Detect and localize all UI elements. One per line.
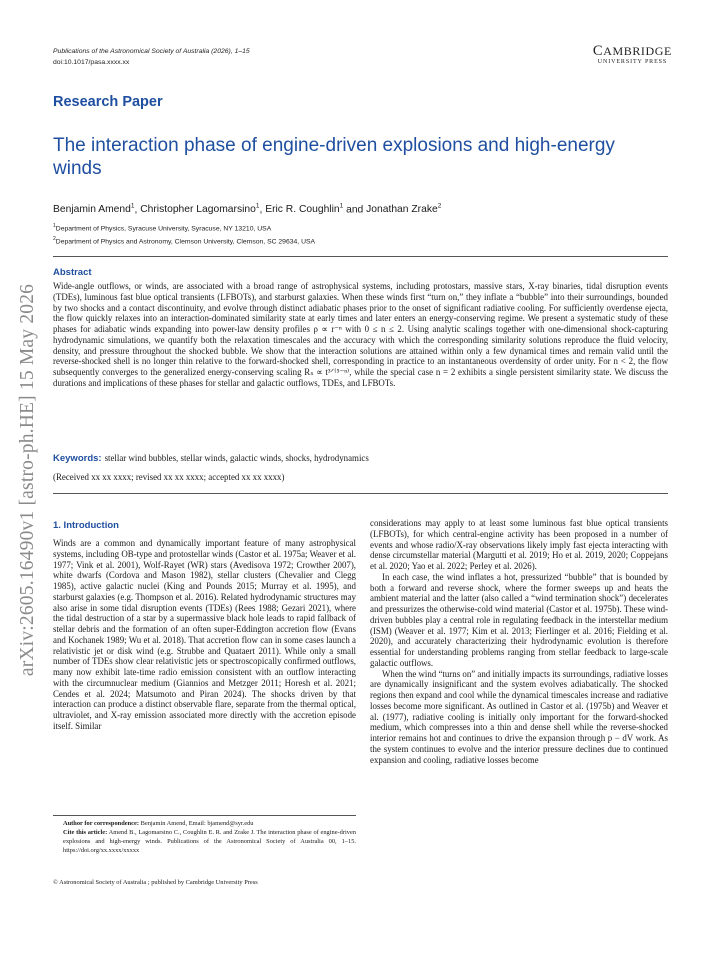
affiliation: $^1$Department of Physics, Syracuse University, Syracuse, NY 13210, USA [53,223,272,233]
cite-this: Cite this article: Amend B., Lagomarsino C., Coughlin E. R. and Zrake J. The interaction phase of engine-driven explosions and high-energy winds. Publications of the Astronomical Society of Australia 00, 1–15. https://doi.org/xx.xxxx/xxxxx [63,828,356,854]
correspondence: Author for correspondence: Benjamin Amend, Email: bjamend@syr.edu [63,820,254,827]
received-dates: (Received xx xx xxxx; revised xx xx xxxx; accepted xx xx xxxx) [53,472,285,482]
article-kind: Research Paper [53,94,163,110]
author: Eric R. Coughlin$^1$ [265,203,344,216]
section-heading: 1. Introduction [53,520,119,531]
author-list: Benjamin Amend$^1$, Christopher Lagomarsino$^1$, Eric R. Coughlin$^1$ and Jonathan Zrake$^2$ [53,203,442,216]
doi-line: doi:10.1017/pasa.xxxx.xx [53,59,130,66]
author: Benjamin Amend$^1$ [53,203,135,216]
author: Christopher Lagomarsino$^1$ [140,203,260,216]
paragraph: In each case, the wind inflates a hot, pressurized “bubble” that is bounded by both a forward and reverse shock, where the former sweeps up and heats the ambient material and the latter (also called a “wind termination shock”) decelerates and pressurizes the otherwise-cold wind material (Castor et al. 1975b). These wind-driven bubbles play a central role in regulating feedback in the interstellar medium (ISM) (Weaver et al. 1977; Kim et al. 2013; Fierlinger et al. 2016; Fielding et al. 2020), and accurately characterizing their hydrodynamic evolution is therefore essential for understanding problems ranging from stellar feedback to large-scale galactic outflows. [370,571,668,668]
journal-header [53,46,250,68]
copyright: © Astronomical Society of Australia ; published by Cambridge University Press [53,879,258,886]
logo-line1: CAMBRIDGE [592,43,672,59]
abstract-text: Wide-angle outflows, or winds, are associated with a broad range of astrophysical systems, including protostars, massive stars, X-ray binaries, tidal disruption events (TDEs), luminous fast blue optical transients (LFBOTs), and starburst galaxies. When these winds first “turn on,” they inflate a “bubble” into their surroundings, bounded by two shocks and a contact discontinuity, and evolve through distinct adiabatic phases prior to the onset of significant radiative cooling. For sufficiently overdense ejecta, the flow quickly relaxes into an interaction-dominated similarity state at early times and later enters an energy-conserving regime. We present a systematic study of these phases for adiabatic winds expanding into power-law density profiles ρ ∝ r⁻ⁿ with 0 ≤ n ≤ 2. Using analytic scalings together with one-dimensional shock-capturing hydrodynamic simulations, we quantify both the relaxation timescales and the accuracy with which the corresponding similarity solutions reproduce the fluid velocity, density, and pressure throughout the shocked bubble. We show that the interaction solutions are attained within only a few dynamical times and remain valid until the reverse-shocked shell is no longer thin relative to the forward-shocked shell, corresponding in practice to an instantaneous overdensity of order unity. For n < 2, the flow subsequently converges to the generalized energy-conserving scaling Rₛ ∝ t³ᐟ⁽⁵⁻ⁿ⁾, while the special case n = 2 exhibits a single persistent similarity state. We discuss the durations and implications of these phases for stellar and galactic outflows, TDEs, and LFBOTs. [53,281,668,388]
body-column-left [53,538,356,732]
keywords-label: Keywords: [53,453,102,464]
affiliations [53,221,315,248]
arxiv-side-label: arXiv:2605.16490v1 [astro-ph.HE] 15 May 2026 [17,283,38,677]
body-column-right [370,518,668,765]
cambridge-logo [593,45,672,66]
paragraph: Winds are a common and dynamically important feature of many astrophysical systems, including OB-type and protostellar winds (Castor et al. 1975a; Weaver et al. 1977; Vink et al. 2001), Wolf-Rayet (WR) stars (Avedisova 1972; Crowther 2007), white dwarfs (Cordova and Mason 1982), stellar clusters (Chevalier and Clegg 1985), active galactic nuclei (King and Pounds 2015; Murray et al. 1995), and starburst galaxies (e.g. Thompson et al. 2016). Related hydrodynamic structures may also arise in some tidal disruption events (TDEs) (Rees 1988; Gezari 2021), where the tidal destruction of a star by a supermassive black hole leads to rapid fallback of stellar debris and the formation of an often super-Eddington accretion flow (Evans and Kochanek 1989; Wu et al. 2018). That accretion flow can in some cases launch a relativistic jet or disk wind (e.g. Strubbe and Quataert 2011). While only a small number of TDEs show clear relativistic jets or spectroscopically confirmed outflows, many now exhibit late-time radio emission consistent with an outflow interacting with the circumnuclear medium (Giannios and Metzger 2011; Horesh et al. 2021; Cendes et al. 2024; Matsumoto and Piran 2024). The shocks driven by that interaction can produce a distinct observable flare, separate from the thermal optical, ultraviolet, and X-ray emission associated more directly with the accretion episode itself. Similar [53,538,356,731]
journal-citation: Publications of the Astronomical Society of Australia (2026), 1–15 [53,48,250,55]
author: Jonathan Zrake$^2$ [366,203,442,216]
divider [53,493,668,494]
paragraph: When the wind “turns on” and initially impacts its surroundings, radiative losses are dynamically insignificant and the system evolves adiabatically. The shocked regions then expand and cool while the dynamical timescales increase and radiative losses become more significant. As outlined in Castor et al. (1975b) and Weaver et al. (1977), radiative cooling is initially only important for the forward-shocked medium, which compresses into a thin and dense shell while the reverse-shocked interior remains hot and continues to drive the expansion through p − dV work. As the system continues to evolve and the interior pressure declines due to continued expansion and cooling, radiative losses become [370,668,668,765]
divider [53,256,668,257]
footnote [53,820,356,856]
logo-line2: UNIVERSITY PRESS [597,59,668,65]
keywords [53,453,668,464]
paper-title: The interaction phase of engine-driven explosions and high-energy winds [53,135,615,179]
footnote-divider [53,815,356,816]
affiliation: $^2$Department of Physics and Astronomy, Clemson University, Clemson, SC 29634, USA [53,236,316,246]
paragraph: considerations may apply to at least some luminous fast blue optical transients (LFBOTs), for which central-engine activity has been proposed in a number of events and whose radio/X-ray observations likely imply fast ejecta interacting with dense circumstellar material (Margutti et al. 2019; Ho et al. 2019, 2020; Coppejans et al. 2020; Yao et al. 2022; Perley et al. 2026). [370,518,668,571]
abstract-heading: Abstract [53,267,92,278]
keywords-list: stellar wind bubbles, stellar winds, galactic winds, shocks, hydrodynamics [104,453,369,463]
